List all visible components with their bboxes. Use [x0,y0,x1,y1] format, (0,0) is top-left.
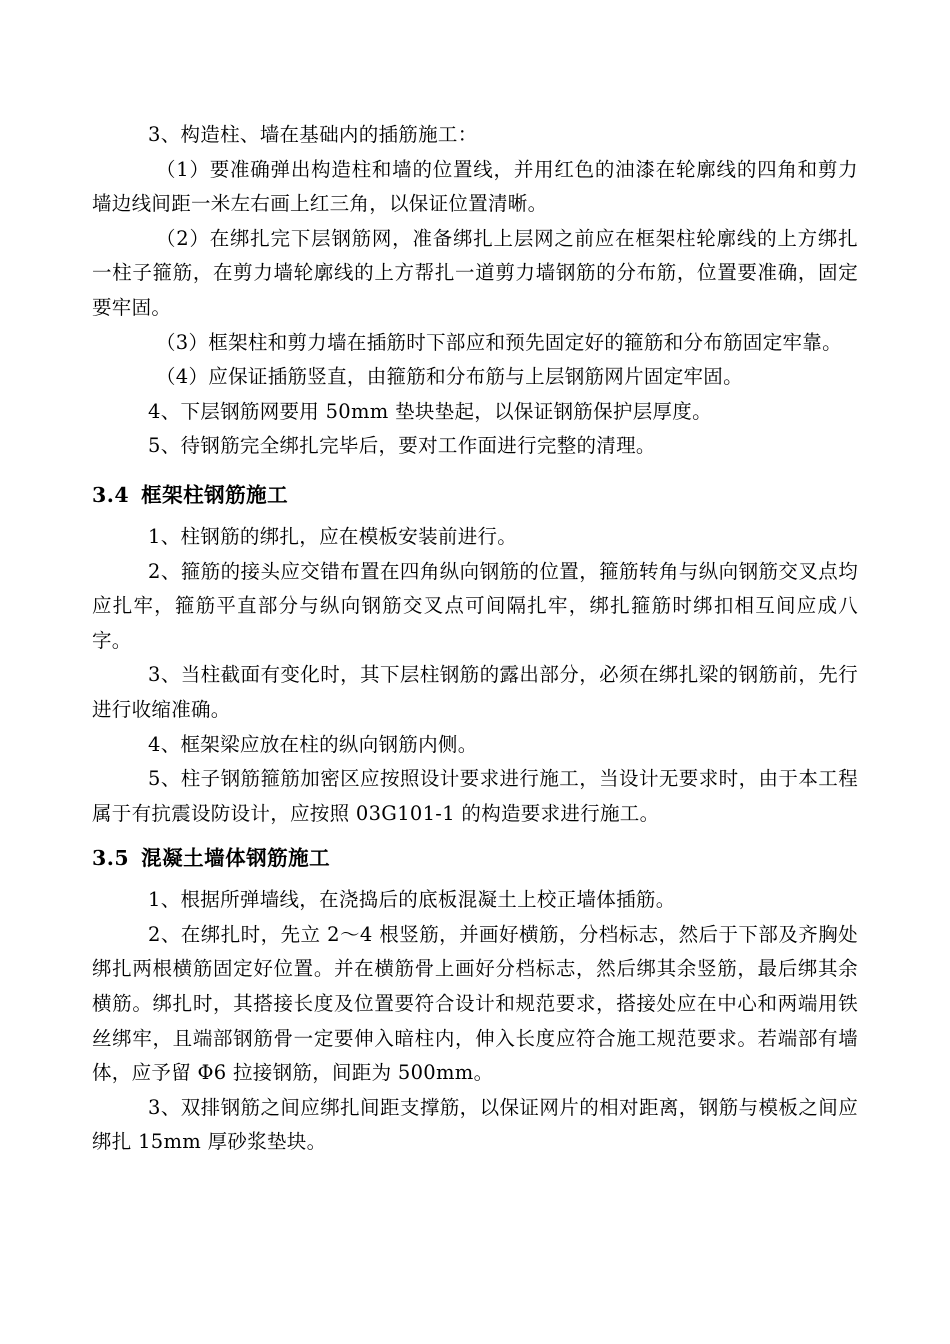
paragraph-item-4: 4、下层钢筋网要用 50mm 垫块垫起，以保证钢筋保护层厚度。 [148,399,712,423]
section-heading-3-4 [92,481,858,509]
document-body [92,118,858,1160]
section-title: 框架柱钢筋施工 [141,482,289,507]
section-number: 3.5 [92,846,130,871]
paragraph-item-3: 3、构造柱、墙在基础内的插筋施工： [148,123,478,146]
section-3-5-item-3: 3、双排钢筋之间应绑扎间距支撑筋，以保证网片的相对距离，钢筋与模板之间应绑扎 15mm 厚砂浆垫块。 [92,1095,858,1154]
section-3-4-item-4: 4、框架梁应放在柱的纵向钢筋内侧。 [148,732,478,756]
section-3-5-item-1: 1、根据所弹墙线，在浇捣后的底板混凝土上校正墙体插筋。 [148,888,676,912]
paragraph-sub-2: （2）在绑扎完下层钢筋网，准备绑扎上层网之前应在框架柱轮廓线的上方绑扎一柱子箍筋，在剪力墙轮廓线的上方帮扎一道剪力墙钢筋的分布筋，位置要准确，固定要牢固。 [92,226,858,319]
paragraph-sub-3: （3）框架柱和剪力墙在插筋时下部应和预先固定好的箍筋和分布筋固定牢靠。 [156,330,842,354]
section-heading-3-5 [92,844,858,872]
section-3-4-item-5: 5、柱子钢筋箍筋加密区应按照设计要求进行施工，当设计无要求时，由于本工程属于有抗震设防设计，应按照 03G101-1 的构造要求进行施工。 [92,767,858,825]
section-title: 混凝土墙体钢筋施工 [141,846,331,871]
section-number: 3.4 [92,482,130,507]
paragraph-sub-4: （4）应保证插筋竖直，由箍筋和分布筋与上层钢筋网片固定牢固。 [156,365,743,389]
section-3-4-item-3: 3、当柱截面有变化时，其下层柱钢筋的露出部分，必须在绑扎梁的钢筋前，先行进行收缩准确。 [92,663,858,721]
paragraph-item-5: 5、待钢筋完全绑扎完毕后，要对工作面进行完整的清理。 [148,434,656,458]
section-3-4-item-2: 2、箍筋的接头应交错布置在四角纵向钢筋的位置，箍筋转角与纵向钢筋交叉点均应扎牢，箍筋平直部分与纵向钢筋交叉点可间隔扎牢，绑扎箍筋时绑扣相互间应成八字。 [92,559,858,652]
paragraph-sub-1: （1）要准确弹出构造柱和墙的位置线，并用红色的油漆在轮廓线的四角和剪力墙边线间距一米左右画上红三角，以保证位置清晰。 [92,157,858,216]
section-3-5-item-2: 2、在绑扎时，先立 2～4 根竖筋，并画好横筋，分档标志，然后于下部及齐胸处绑扎两根横筋固定好位置。并在横筋骨上画好分档标志，然后绑其余竖筋，最后绑其余横筋。绑扎时，其搭接长度及位置要符合设计和规范要求，搭接处应在中心和两端用铁丝绑牢，且端部钢筋骨一定要伸入暗柱内，伸入长度应符合施工规范要求。若端部有墙体，应予留 Φ6 拉接钢筋，间距为 500mm。 [92,922,858,1085]
section-3-4-item-1: 1、柱钢筋的绑扎，应在模板安装前进行。 [148,524,518,548]
